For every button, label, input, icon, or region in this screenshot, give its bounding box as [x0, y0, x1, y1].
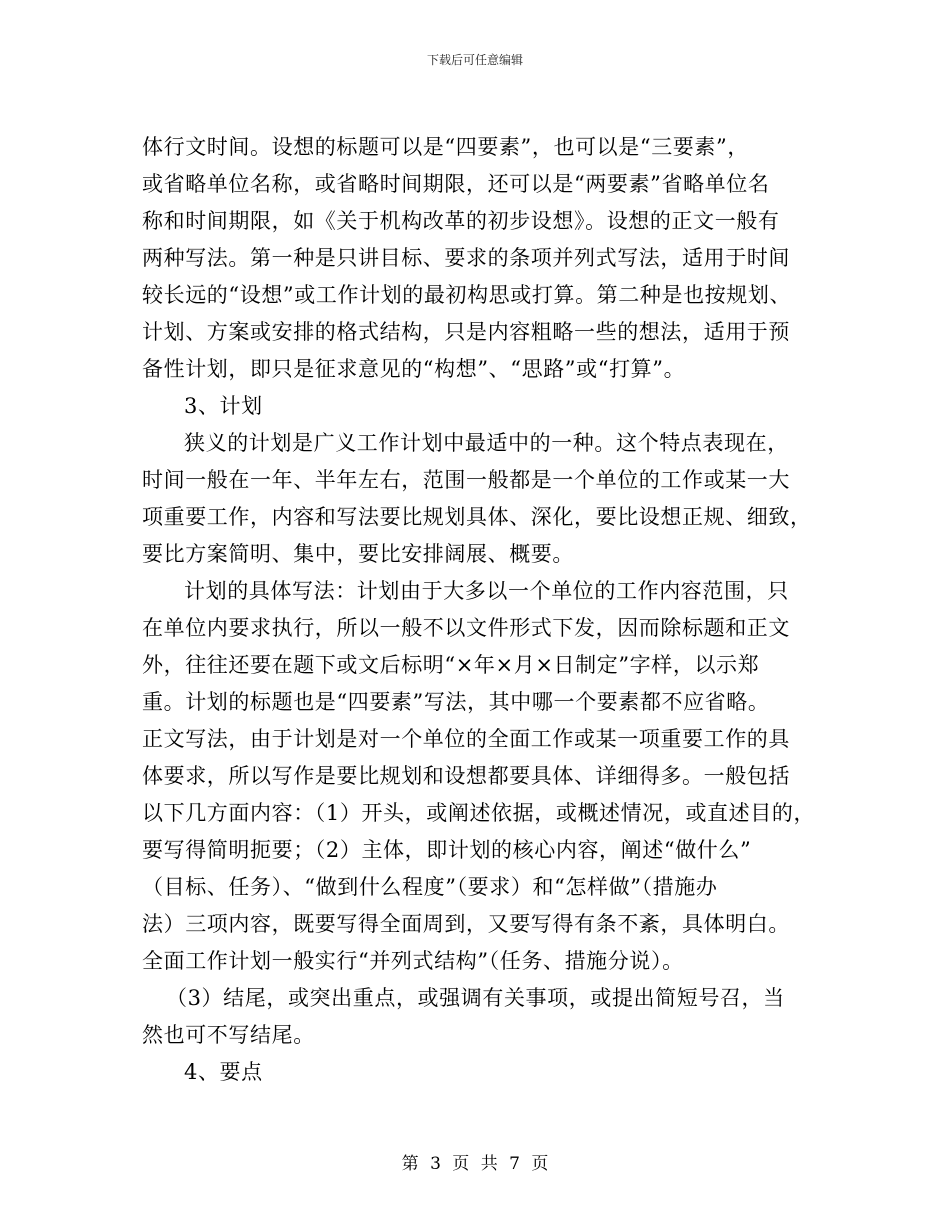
body-line: 或省略单位名称，或省略时间期限，还可以是“两要素”省略单位名 — [142, 172, 770, 196]
body-line: 两种写法。第一种是只讲目标、要求的条项并列式写法，适用于时间 — [142, 246, 790, 270]
body-line: 较长远的“设想”或工作计划的最初构思或打算。第二种是也按规划、 — [142, 283, 792, 307]
body-line: 正文写法，由于计划是对一个单位的全面工作或某一项重要工作的具 — [142, 727, 790, 751]
paragraph-first-line: 狭义的计划是广义工作计划中最适中的一种。这个特点表现在， — [184, 431, 789, 455]
paragraph-first-line: （3）结尾，或突出重点，或强调有关事项，或提出简短号召，当 — [166, 986, 785, 1010]
body-line: 备性计划，即只是征求意见的“构想”、“思路”或“打算”。 — [142, 357, 686, 381]
body-line: 项重要工作，内容和写法要比规划具体、深化，要比设想正规、细致， — [142, 505, 812, 529]
body-line: 在单位内要求执行，所以一般不以文件形式下发，因而除标题和正文 — [142, 616, 790, 640]
body-line: 以下几方面内容：（1）开头，或阐述依据，或概述情况，或直述目的， — [142, 801, 816, 825]
body-line: 全面工作计划一般实行“并列式结构”（任务、措施分说）。 — [142, 949, 684, 973]
body-line: 重。计划的标题也是“四要素”写法，其中哪一个要素都不应省略。 — [142, 690, 770, 714]
page-number-footer: 第 3 页 共 7 页 — [401, 1154, 549, 1174]
section-heading: 4、要点 — [184, 1060, 263, 1084]
body-line: 法）三项内容，既要写得全面周到，又要写得有条不紊，具体明白。 — [142, 912, 790, 936]
body-line: 时间一般在一年、半年左右，范围一般都是一个单位的工作或某一大 — [142, 468, 790, 492]
body-line: 计划、方案或安排的格式结构，只是内容粗略一些的想法，适用于预 — [142, 320, 790, 344]
body-line: 然也可不写结尾。 — [142, 1023, 315, 1047]
page-header: 下载后可任意编辑 — [426, 53, 523, 67]
body-line: 要比方案简明、集中，要比安排阔展、概要。 — [142, 542, 574, 566]
body-line: 外，往往还要在题下或文后标明“×年×月×日制定”字样，以示郑 — [142, 653, 760, 677]
body-line: 要写得简明扼要；（2）主体，即计划的核心内容，阐述“做什么” — [142, 838, 752, 862]
body-line: 体行文时间。设想的标题可以是“四要素”，也可以是“三要素”， — [142, 135, 749, 159]
body-line: 称和时间期限，如《关于机构改革的初步设想》。设想的正文一般有 — [142, 209, 780, 233]
body-line: 体要求，所以写作是要比规划和设想都要具体、详细得多。一般包括 — [142, 764, 790, 788]
body-line: （目标、任务）、“做到什么程度”（要求）和“怎样做”（措施办 — [142, 875, 718, 899]
paragraph-first-line: 计划的具体写法：计划由于大多以一个单位的工作内容范围，只 — [184, 579, 789, 603]
section-heading: 3、计划 — [184, 394, 263, 418]
